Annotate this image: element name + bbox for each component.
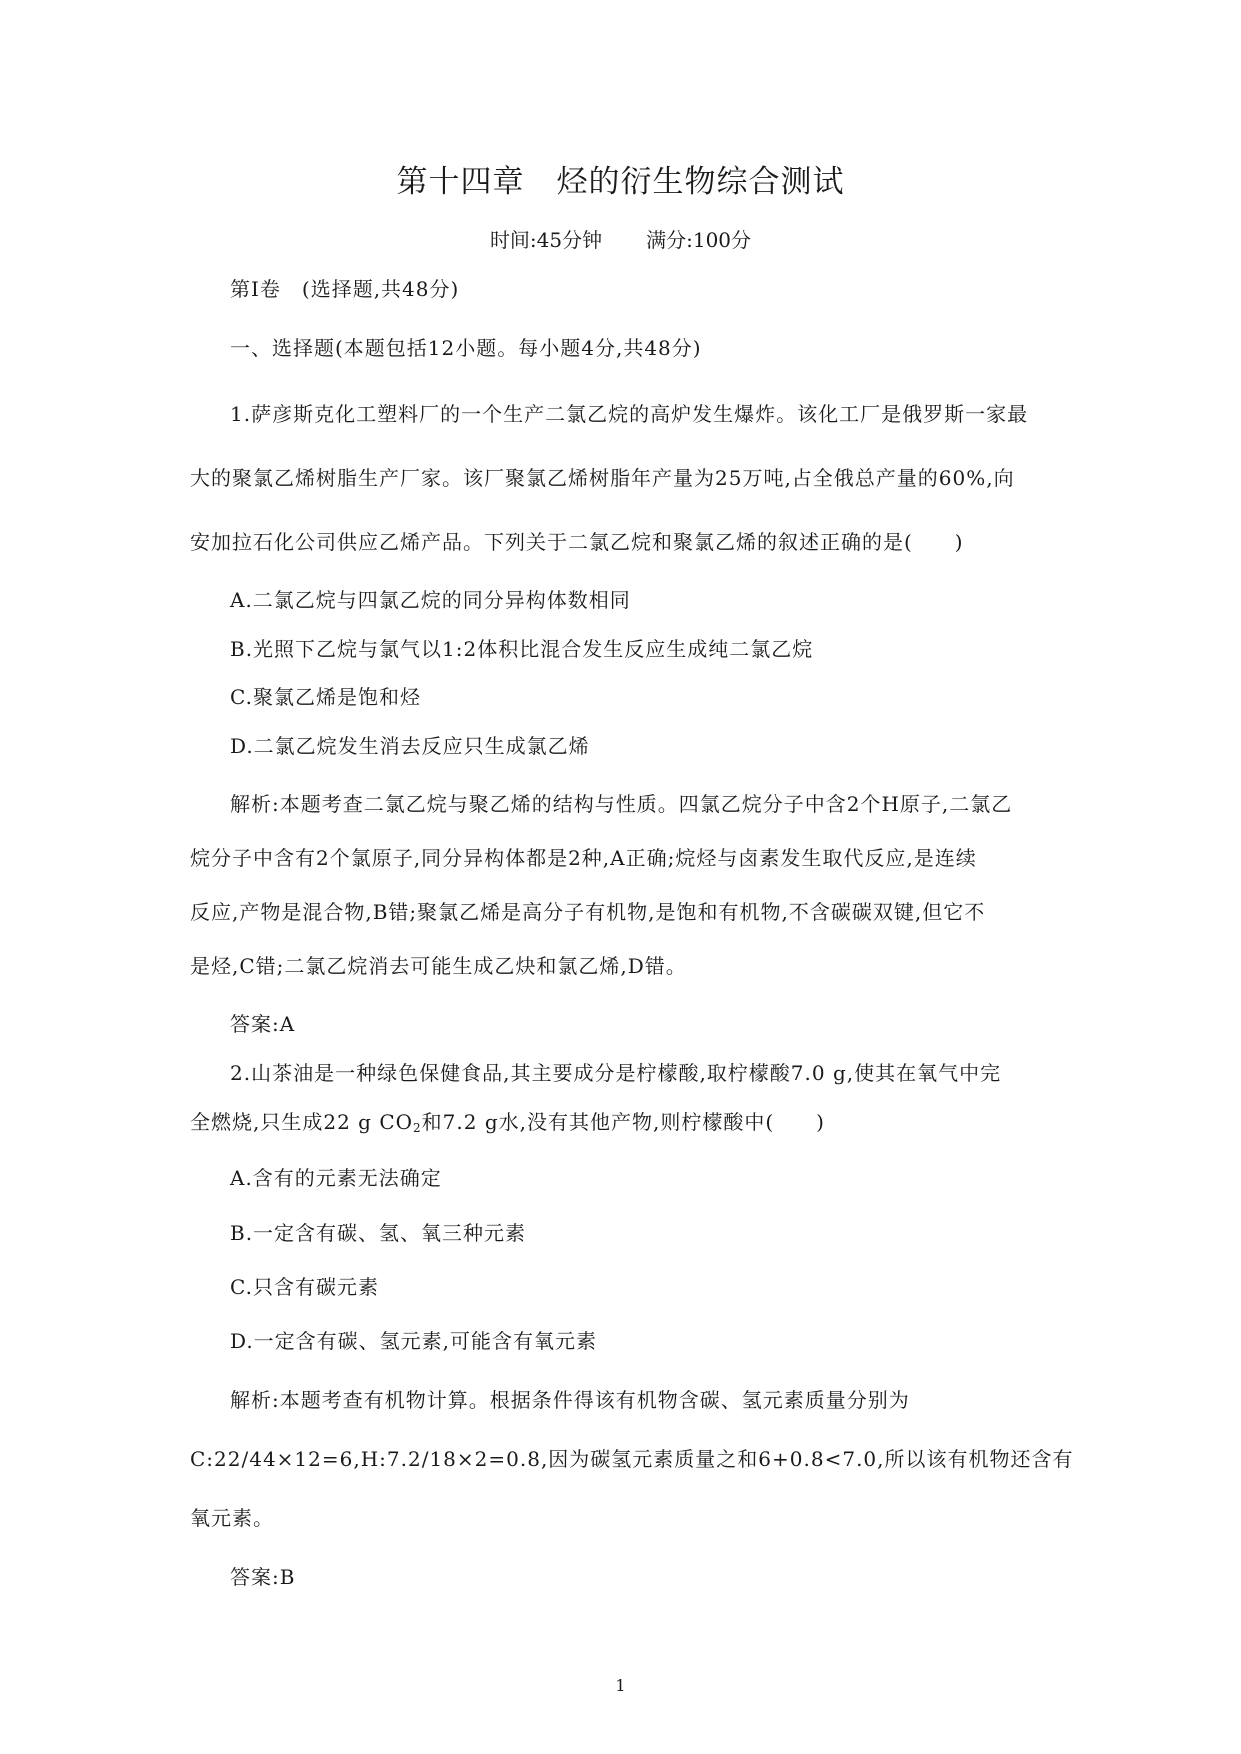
q1-stem-line-1: 1.萨彦斯克化工塑料厂的一个生产二氯乙烷的高炉发生爆炸。该化工厂是俄罗斯一家最 [230,402,1029,426]
exam-meta [0,227,1241,253]
q1-analysis-line-1: 解析:本题考查二氯乙烷与聚乙烯的结构与性质。四氯乙烷分子中含2个H原子,二氯乙 [230,792,1013,816]
q1-option-b: B.光照下乙烷与氯气以1:2体积比混合发生反应生成纯二氯乙烷 [230,637,814,661]
q2-option-a: A.含有的元素无法确定 [230,1166,442,1190]
q2-analysis-line-1: 解析:本题考查有机物计算。根据条件得该有机物含碳、氢元素质量分别为 [230,1388,910,1412]
q1-analysis-line-4: 是烃,C错;二氯乙烷消去可能生成乙炔和氯乙烯,D错。 [190,954,687,978]
q2-stem-line-2-a: 全燃烧,只生成22 g CO [190,1110,414,1134]
q2-stem-line-1: 2.山茶油是一种绿色保健食品,其主要成分是柠檬酸,取柠檬酸7.0 g,使其在氧气中完 [230,1061,1002,1085]
q2-stem-line-2 [190,1109,825,1135]
co2-subscript: 2 [413,1121,422,1135]
q1-stem-line-3: 安加拉石化公司供应乙烯产品。下列关于二氯乙烷和聚氯乙烯的叙述正确的是( ) [190,530,964,554]
page-title: 第十四章 烃的衍生物综合测试 [396,164,845,200]
page-number: 1 [615,1676,626,1695]
q2-option-d: D.一定含有碳、氢元素,可能含有氧元素 [230,1329,598,1353]
q1-analysis-line-2: 烷分子中含有2个氯原子,同分异构体都是2种,A正确;烷烃与卤素发生取代反应,是连续 [190,846,977,870]
volume-heading: 第Ⅰ卷 (选择题,共48分) [230,277,460,301]
exam-time: 时间:45分钟 [489,228,603,252]
q1-option-a: A.二氯乙烷与四氯乙烷的同分异构体数相同 [230,588,631,612]
q1-answer: 答案:A [230,1012,296,1036]
q1-stem-line-2: 大的聚氯乙烯树脂生产厂家。该厂聚氯乙烯树脂年产量为25万吨,占全俄总产量的60%,向 [190,466,1015,490]
q1-option-c: C.聚氯乙烯是饱和烃 [230,685,421,709]
q2-option-b: B.一定含有碳、氢、氧三种元素 [230,1221,527,1245]
part-heading: 一、选择题(本题包括12小题。每小题4分,共48分) [230,336,702,360]
q2-analysis-line-3: 氧元素。 [190,1506,274,1530]
q1-option-d: D.二氯乙烷发生消去反应只生成氯乙烯 [230,734,590,758]
q2-stem-line-2-b: 和7.2 g水,没有其他产物,则柠檬酸中( ) [421,1110,825,1134]
q1-analysis-line-3: 反应,产物是混合物,B错;聚氯乙烯是高分子有机物,是饱和有机物,不含碳碳双键,但它不 [190,900,986,924]
q2-answer: 答案:B [230,1565,296,1589]
q2-analysis-line-2: C:22/44×12=6,H:7.2/18×2=0.8,因为碳氢元素质量之和6+0.8<7.0,所以该有机物还含有 [190,1447,1074,1471]
exam-score: 满分:100分 [646,228,752,252]
q2-option-c: C.只含有碳元素 [230,1275,379,1299]
